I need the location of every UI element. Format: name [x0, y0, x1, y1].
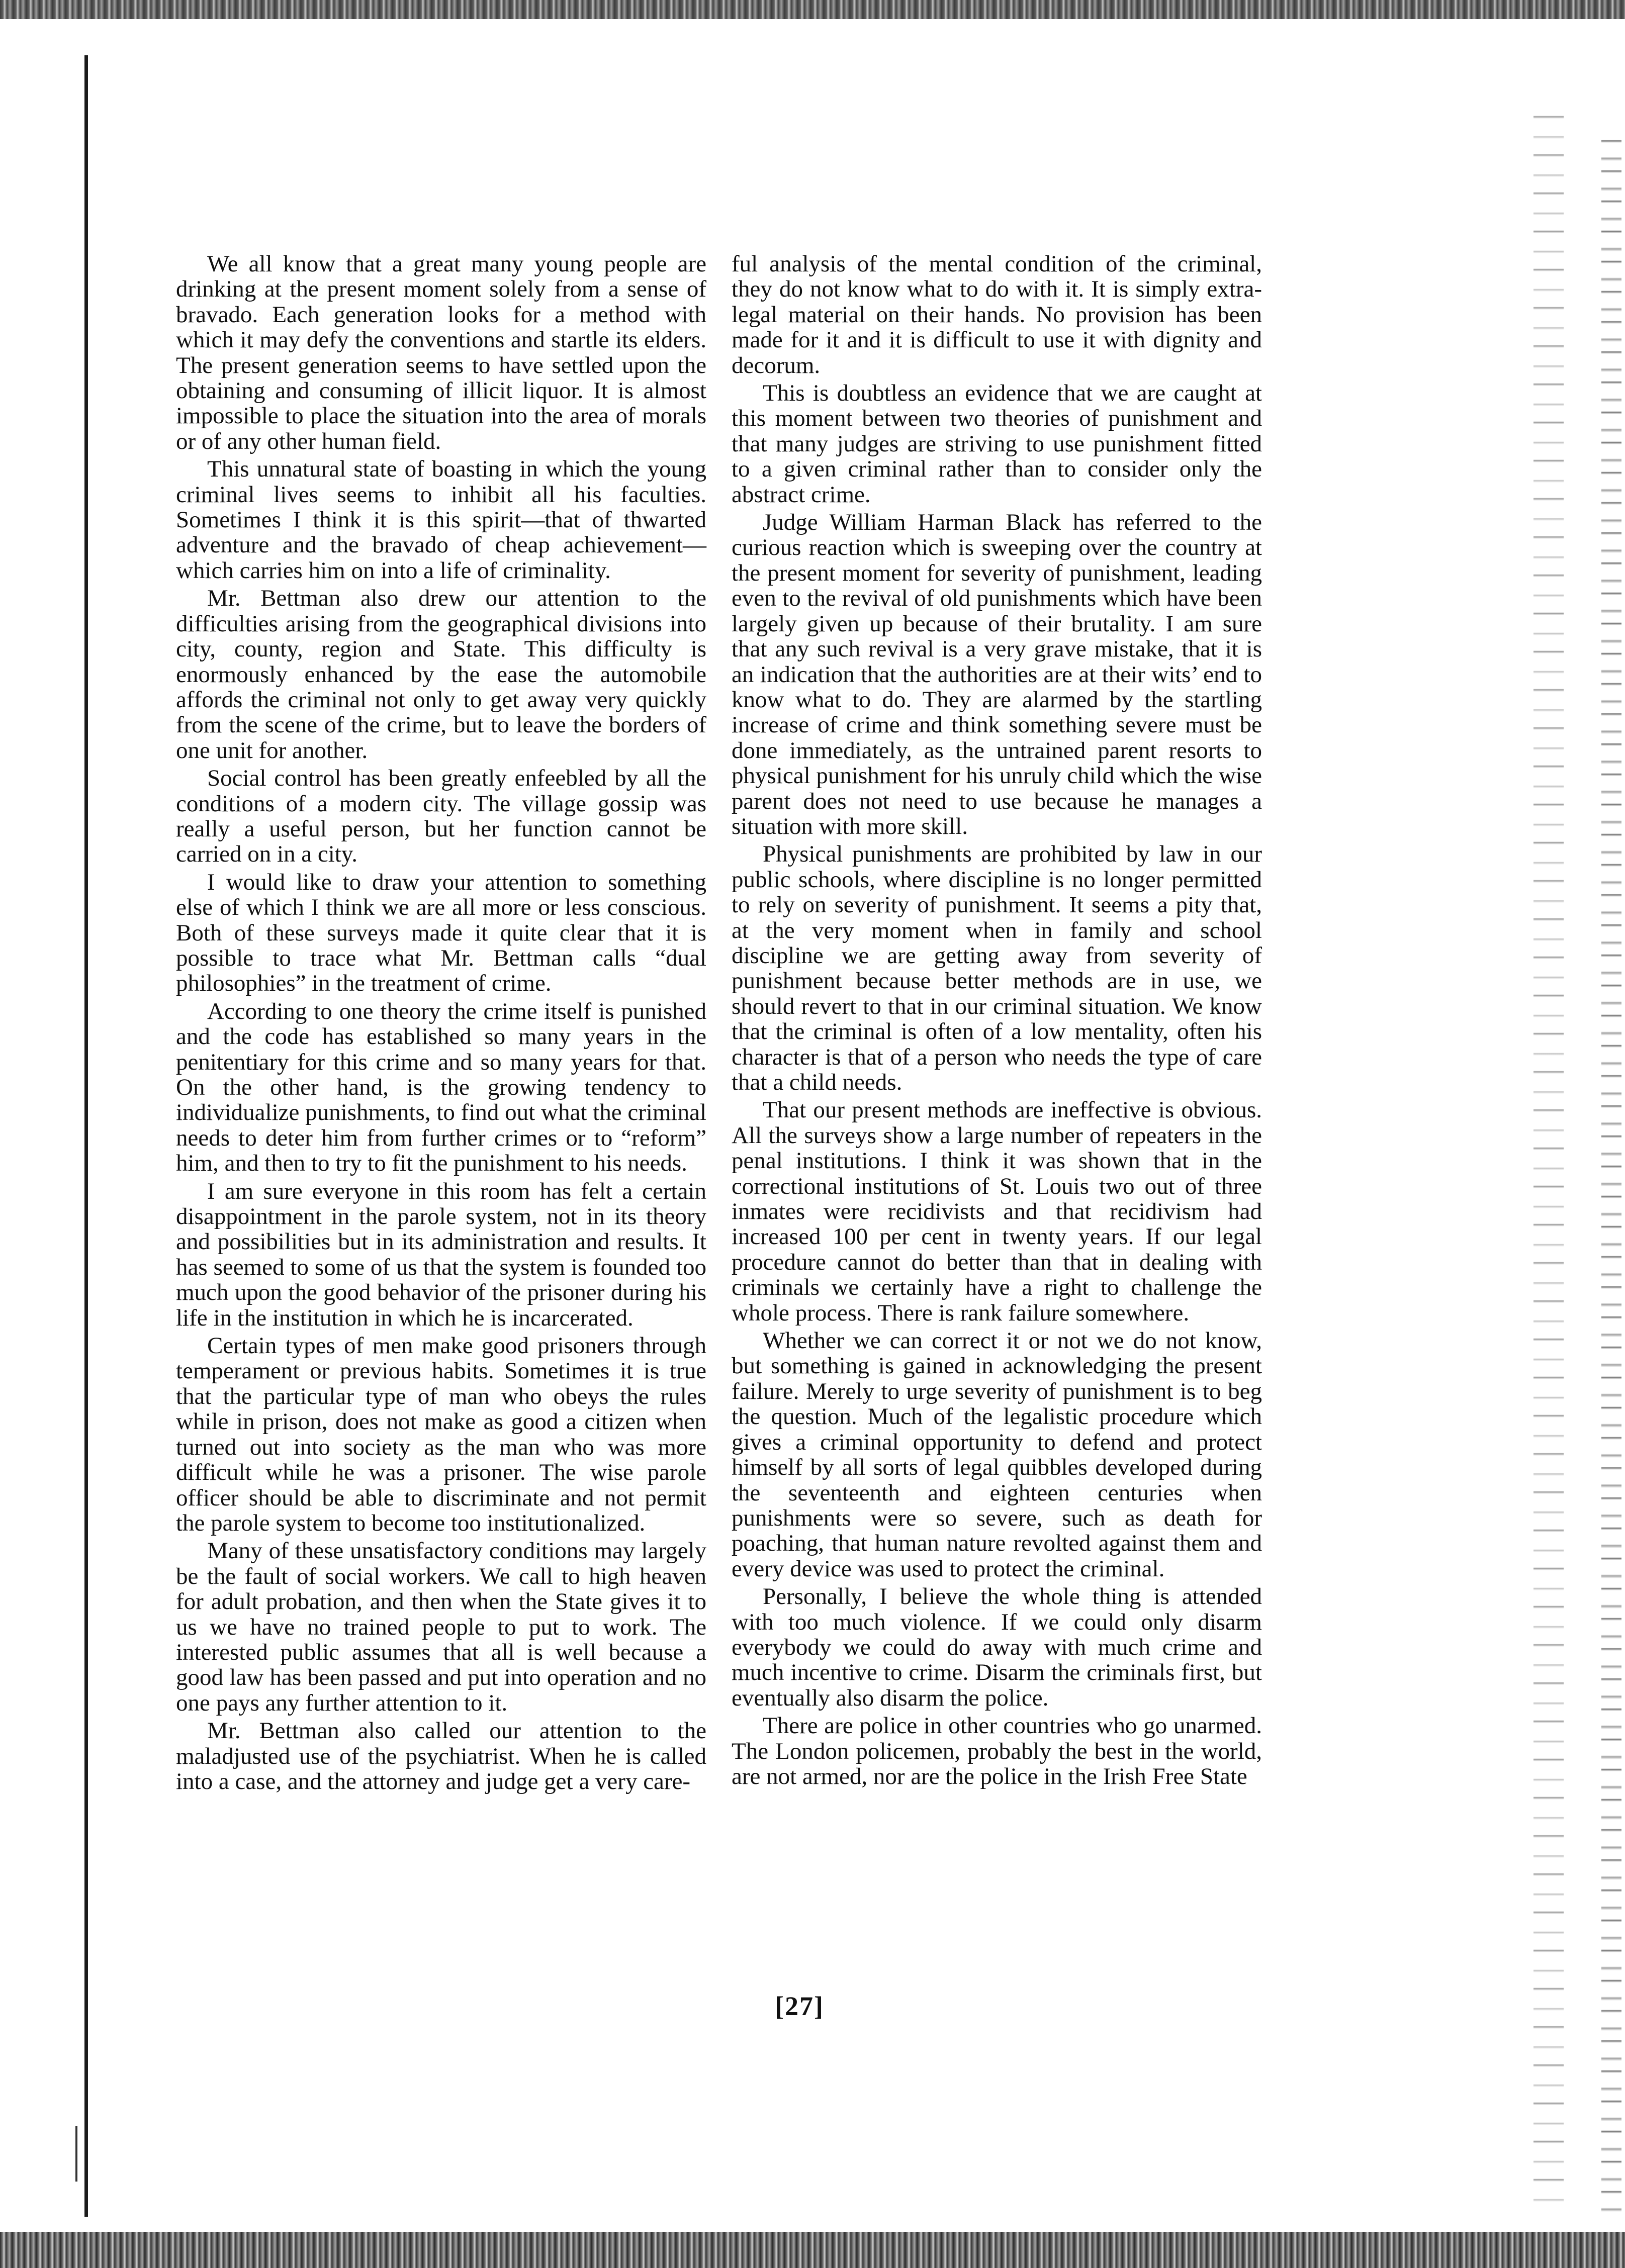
- paragraph: We all know that a great many young people are drinking at the present moment solely from a sense of bravado. Each generation looks for a method with which it may defy the conventions and startle its elders. The present generation seems to have settled upon the obtaining and consuming of illicit liquor. It is almost impossible to place the situation into the area of morals or of any other human field.: [176, 251, 706, 454]
- paragraph: Certain types of men make good prisoners through temperament or previous habits. Sometimes it is true that the particular type of man who obeys the rules while in prison, does not make as good a citizen when turned out into society as the man who was more difficult while he was a prisoner. The wise parole officer should be able to discriminate and not permit the parole system to become too institutionalized.: [176, 1333, 706, 1536]
- paragraph: Physical punishments are prohibited by law in our public schools, where discipline is no longer permitted to rely on severity of punishment. It seems a pity that, at the very moment when in family and school discipline we are getting away from severity of punishment because better methods are in use, we should revert to that in our criminal situation. We know that the criminal is often of a low mentality, often his character is that of a person who needs the type of care that a child needs.: [732, 841, 1262, 1095]
- paragraph: Social control has been greatly enfeebled by all the conditions of a modern city. The village gossip was really a useful person, but her function cannot be carried on in a city.: [176, 765, 706, 868]
- paragraph: This unnatural state of boasting in which the young criminal lives seems to inhibit all his faculties. Sometimes I think it is this spirit—that of thwarted adventure and the bravado of cheap achievement—which carries him on into a life of criminality.: [176, 456, 706, 584]
- paragraph: Mr. Bettman also drew our attention to the difficulties arising from the geographical divisions into city, county, region and State. This difficulty is enormously enhanced by the ease the automobile affords the criminal not only to get away very quickly from the scene of the crime, but to leave the borders of one unit for another.: [176, 585, 706, 764]
- left-column: [176, 251, 706, 1797]
- paragraph: Personally, I believe the whole thing is attended with too much violence. If we could only disarm everybody we could do away with much crime and much incentive to crime. Disarm the criminals first, but eventually also disarm the police.: [732, 1583, 1262, 1711]
- scan-top-border: [0, 0, 1625, 19]
- scan-right-edge-outer: [1601, 131, 1621, 2217]
- paragraph: According to one theory the crime itself is punished and the code has established so many years in the penitentiary for this crime and so many years for that. On the other hand, is the growing tendency to individualize punishments, to find out what the criminal needs to deter him from further crimes or to “reform” him, and then to try to fit the punishment to his needs.: [176, 998, 706, 1177]
- paragraph: Judge William Harman Black has referred to the curious reaction which is sweeping over the country at the present moment for severity of punishment, leading even to the revival of old punishments which have been largely given up because of their brutality. I am sure that any such revival is a very grave mistake, that it is an indication that the authorities are at their wits’ end to know what to do. They are alarmed by the startling increase of crime and think something severe must be done immediately, as the untrained parent resorts to physical punishment for his unruly child which the wise parent does not need to use because he manages a situation with more skill.: [732, 509, 1262, 839]
- paragraph: This is doubtless an evidence that we are caught at this moment between two theories of punishment and that many judges are striving to use punishment fitted to a given criminal rather than to consider only the abstract crime.: [732, 380, 1262, 508]
- paragraph: I would like to draw your attention to something else of which I think we are all more or less conscious. Both of these surveys made it quite clear that it is possible to trace what Mr. Bettman calls “dual philosophies” in the treatment of crime.: [176, 869, 706, 997]
- scan-left-mark: [75, 2126, 77, 2182]
- scan-left-edge: [84, 55, 88, 2217]
- paragraph: That our present methods are ineffective is obvious. All the surveys show a large number of repeaters in the penal institutions. I think it was shown that in the correctional institutions of St. Louis two out of three inmates were recidivists and that recidivism had increased 100 per cent in twenty years. If our legal procedure cannot do better than that in dealing with criminals we certainly have a right to challenge the whole process. There is rank failure somewhere.: [732, 1097, 1262, 1326]
- paragraph: I am sure everyone in this room has felt a certain disappointment in the parole system, not in its theory and possibilities but in its administration and results. It has seemed to some of us that the system is founded too much upon the good behavior of the prisoner during his life in the institution in which he is incarcerated.: [176, 1178, 706, 1331]
- scan-right-edge: [1533, 101, 1564, 2212]
- paragraph-continuation: ful analysis of the mental condition of the criminal, they do not know what to do with it. It is simply extra-legal material on their hands. No provision has been made for it and it is difficult to use it with dignity and decorum.: [732, 251, 1262, 379]
- paragraph: Many of these unsatisfactory conditions may largely be the fault of social workers. We call to high heaven for adult probation, and then when the State gives it to us we have no trained people to put to work. The interested public assumes that all is well because a good law has been passed and put into operation and no one pays any further attention to it.: [176, 1538, 706, 1716]
- paragraph: There are police in other countries who go unarmed. The London policemen, probably the best in the world, are not armed, nor are the police in the Irish Free State: [732, 1713, 1262, 1789]
- scan-bottom-border: [0, 2232, 1625, 2268]
- right-column: [732, 251, 1262, 1791]
- paragraph: Whether we can correct it or not we do not know, but something is gained in acknowledging the present failure. Merely to urge severity of punishment is to beg the question. Much of the legalistic procedure which gives a criminal opportunity to defend and protect himself by all sorts of legal quibbles developed during the seventeenth and eighteen centuries when punishments were so severe, such as death for poaching, that human nature revolted against them and every device was used to protect the criminal.: [732, 1328, 1262, 1582]
- paragraph: Mr. Bettman also called our attention to the maladjusted use of the psychiatrist. When he is called into a case, and the attorney and judge get a very care-: [176, 1718, 706, 1794]
- page-number: [27]: [775, 1991, 824, 2021]
